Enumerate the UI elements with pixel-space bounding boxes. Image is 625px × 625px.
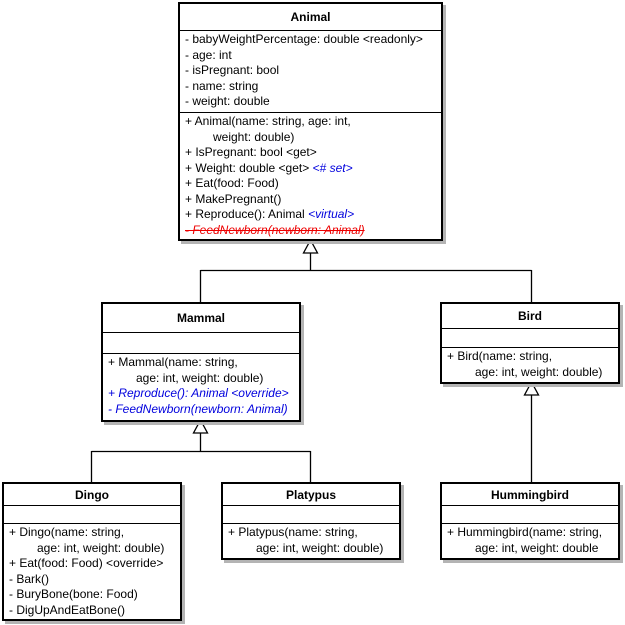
member-row <box>108 386 296 402</box>
class-title: Bird <box>442 304 618 329</box>
member-row <box>185 94 438 110</box>
member-text: age: int, weight: double) <box>475 364 603 379</box>
member-row <box>447 349 615 365</box>
methods-compartment <box>442 348 618 382</box>
methods-compartment <box>442 524 618 558</box>
member-text: - FeedNewborn(newborn: Animal) <box>185 222 365 237</box>
member-text: age: int, weight: double) <box>37 540 165 555</box>
member-text: + Reproduce(): Animal <override> <box>108 386 289 400</box>
member-row <box>9 572 177 588</box>
member-row <box>9 556 177 572</box>
attributes-compartment <box>442 506 618 524</box>
member-text: + IsPregnant: bool <get> <box>185 145 317 159</box>
member-text: + Eat(food: Food) <override> <box>9 556 164 570</box>
member-row <box>108 355 296 371</box>
member-text: + Reproduce(): Animal <box>185 207 309 221</box>
member-row <box>447 541 615 557</box>
member-row <box>447 365 615 381</box>
inheritance-line-animal <box>201 253 532 302</box>
member-row <box>9 603 177 619</box>
member-text: - FeedNewborn(newborn: Animal) <box>108 401 288 416</box>
member-row <box>108 402 296 418</box>
member-text: + Dingo(name: string, <box>9 525 125 539</box>
class-animal <box>178 2 443 241</box>
member-text: - BuryBone(bone: Food) <box>9 587 138 601</box>
member-text: age: int, weight: double) <box>136 370 264 385</box>
member-text: - Bark() <box>9 571 49 586</box>
member-row <box>9 541 177 557</box>
member-text: weight: double) <box>213 129 295 144</box>
member-text: + MakePregnant() <box>185 191 282 206</box>
class-bird <box>440 302 620 384</box>
methods-compartment <box>103 354 299 420</box>
class-hummingbird <box>440 482 620 560</box>
member-row <box>185 192 438 208</box>
member-row <box>185 176 438 192</box>
member-text: age: int, weight: double <box>475 540 599 555</box>
attributes-compartment <box>103 333 299 354</box>
member-text: - babyWeightPercentage: double <readonly> <box>185 32 423 46</box>
member-text: + Hummingbird(name: string, <box>447 525 603 539</box>
attributes-compartment <box>180 31 441 113</box>
member-row <box>185 130 438 146</box>
member-row <box>108 371 296 387</box>
member-text: age: int, weight: double) <box>256 540 384 555</box>
inheritance-line-mammal <box>92 433 311 482</box>
member-row <box>9 525 177 541</box>
member-text: + Mammal(name: string, <box>108 355 238 369</box>
member-row <box>185 145 438 161</box>
class-title: Animal <box>180 4 441 31</box>
member-row <box>185 32 438 48</box>
methods-compartment <box>4 524 180 619</box>
class-title: Platypus <box>223 484 399 506</box>
member-text: <virtual> <box>308 207 355 221</box>
member-row <box>185 79 438 95</box>
member-row <box>228 541 396 557</box>
methods-compartment <box>223 524 399 558</box>
member-text: - isPregnant: bool <box>185 63 280 77</box>
member-row <box>185 114 438 130</box>
member-text: + Eat(food: Food) <box>185 176 279 190</box>
member-text: - age: int <box>185 47 232 62</box>
attributes-compartment <box>223 506 399 524</box>
member-text: + Animal(name: string, age: int, <box>185 114 351 128</box>
member-text: + Bird(name: string, <box>447 349 553 363</box>
methods-compartment <box>180 113 441 239</box>
member-row <box>228 525 396 541</box>
member-text: - name: string <box>185 78 259 93</box>
member-row <box>185 223 438 239</box>
class-platypus <box>221 482 401 560</box>
member-text: + Weight: double <get> <box>185 160 313 175</box>
member-row <box>185 48 438 64</box>
attributes-compartment <box>442 329 618 348</box>
member-row <box>185 63 438 79</box>
class-dingo <box>2 482 182 621</box>
class-title: Mammal <box>103 304 299 333</box>
member-row <box>185 207 438 223</box>
class-mammal <box>101 302 301 422</box>
inheritance-arrow-animal-icon <box>304 240 318 253</box>
member-row <box>9 587 177 603</box>
member-text: - weight: double <box>185 94 270 108</box>
member-text: <# set> <box>312 160 353 175</box>
member-text: + Platypus(name: string, <box>228 525 358 539</box>
member-text: - DigUpAndEatBone() <box>9 602 126 617</box>
attributes-compartment <box>4 506 180 524</box>
class-title: Hummingbird <box>442 484 618 506</box>
member-row <box>185 161 438 177</box>
member-row <box>447 525 615 541</box>
class-title: Dingo <box>4 484 180 506</box>
